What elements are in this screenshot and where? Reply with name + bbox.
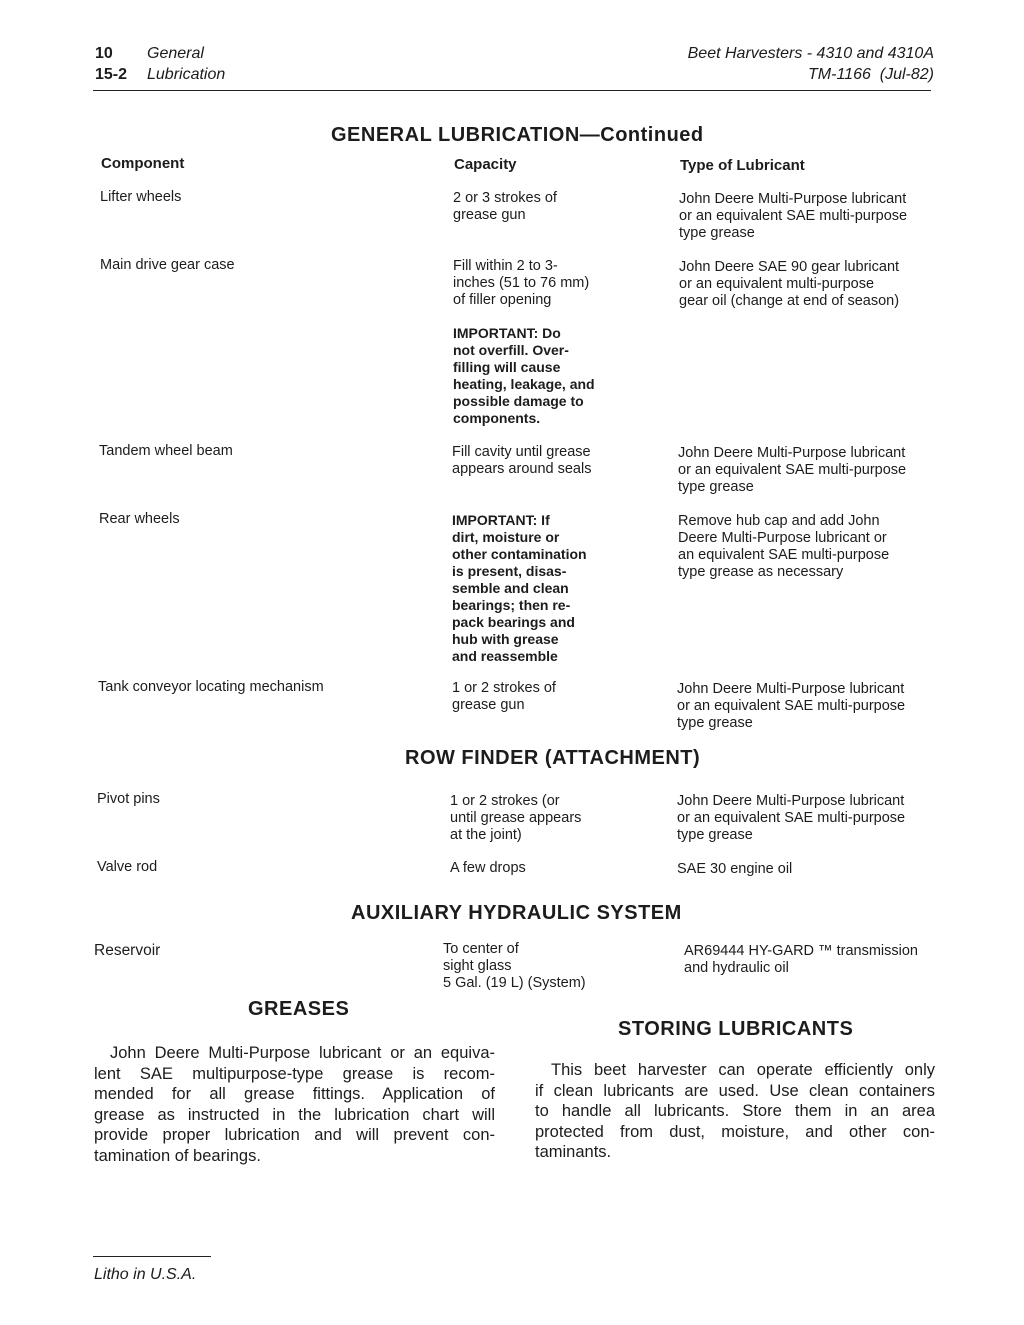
component-lifter-wheels: Lifter wheels <box>100 189 182 205</box>
text-line: taminants. <box>535 1143 612 1161</box>
text-line: Deere Multi-Purpose lubricant or <box>678 530 887 546</box>
text-line: type grease <box>677 715 753 731</box>
general-lubrication-title: GENERAL LUBRICATION—Continued <box>331 124 704 146</box>
text-line: 1 or 2 strokes (or <box>450 793 560 809</box>
section-subtitle: Lubrication <box>147 66 226 83</box>
lubricant-pivot-pins <box>677 793 905 844</box>
text-line: type grease as necessary <box>678 564 844 580</box>
column-header-component: Component <box>101 155 185 172</box>
text-line: pack bearings and <box>452 614 575 630</box>
component-valve-rod: Valve rod <box>97 859 158 875</box>
capacity-tandem-wheel-beam <box>452 444 591 478</box>
lubricant-tandem-wheel-beam <box>678 445 906 496</box>
lubricant-rear-wheels <box>678 513 889 581</box>
manual-title: Beet Harvesters - 4310 and 4310A <box>687 45 934 62</box>
text-line: John Deere Multi-Purpose lubricant or an equiva- <box>110 1044 495 1062</box>
important-note-overfill <box>453 325 595 427</box>
text-line: inches (51 to 76 mm) <box>453 275 590 291</box>
text-line: to handle all lubricants. Store them in an area <box>535 1102 935 1120</box>
component-main-drive-gear-case: Main drive gear case <box>100 257 235 273</box>
text-line: Fill cavity until grease <box>452 444 591 460</box>
row-finder-title: ROW FINDER (ATTACHMENT) <box>405 747 701 769</box>
text-line: sight glass <box>443 958 512 974</box>
text-line: or an equivalent SAE multi-purpose <box>679 208 908 224</box>
storing-paragraph <box>535 1060 935 1163</box>
text-line: grease gun <box>453 207 526 223</box>
page-number: 10 <box>95 45 113 62</box>
greases-paragraph <box>94 1043 495 1166</box>
text-line: and hydraulic oil <box>684 960 789 976</box>
storing-lubricants-title: STORING LUBRICANTS <box>618 1018 854 1040</box>
text-line: 2 or 3 strokes of <box>453 190 557 206</box>
text-line: protected from dust, moisture, and other con- <box>535 1122 935 1141</box>
capacity-main-drive-gear-case <box>453 258 589 309</box>
capacity-pivot-pins <box>450 793 581 844</box>
text-line: grease gun <box>452 697 525 713</box>
component-tank-conveyor: Tank conveyor locating mechanism <box>98 679 324 695</box>
text-line: other contamination <box>452 546 587 562</box>
text-line: an equivalent SAE multi-purpose <box>678 547 890 563</box>
text-line: John Deere Multi-Purpose lubricant <box>677 793 905 809</box>
text-line: John Deere SAE 90 gear lubricant <box>679 259 900 275</box>
component-tandem-wheel-beam: Tandem wheel beam <box>99 443 233 459</box>
text-line: bearings; then re- <box>452 597 571 613</box>
lubricant-reservoir <box>684 943 918 977</box>
lubricant-main-drive-gear-case <box>679 259 899 310</box>
page-header-right <box>688 43 934 85</box>
text-line: possible damage to <box>453 393 584 409</box>
section-title: General <box>147 45 204 62</box>
text-line: This beet harvester can operate efficiently only <box>551 1061 935 1079</box>
text-line: Fill within 2 to 3- <box>453 258 558 274</box>
text-line: is present, disas- <box>452 563 567 579</box>
text-line: until grease appears <box>450 810 582 826</box>
text-line: lent SAE multipurpose-type grease is recom- <box>94 1064 495 1083</box>
text-line: semble and clean <box>452 580 569 596</box>
lubricant-valve-rod: SAE 30 engine oil <box>677 861 793 877</box>
greases-title: GREASES <box>248 998 350 1020</box>
component-pivot-pins: Pivot pins <box>97 791 160 807</box>
text-line: hub with grease <box>452 631 559 647</box>
section-number: 15-2 <box>95 66 128 83</box>
text-line: John Deere Multi-Purpose lubricant <box>677 681 905 697</box>
text-line: John Deere Multi-Purpose lubricant <box>679 191 907 207</box>
component-reservoir: Reservoir <box>94 942 161 959</box>
text-line: 1 or 2 strokes of <box>452 680 556 696</box>
text-line: appears around seals <box>452 461 592 477</box>
text-line: at the joint) <box>450 827 522 843</box>
manual-code: TM-1166 (Jul-82) <box>808 66 934 83</box>
auxiliary-hydraulic-title: AUXILIARY HYDRAULIC SYSTEM <box>351 902 682 924</box>
text-line: or an equivalent SAE multi-purpose <box>678 462 907 478</box>
capacity-lifter-wheels <box>453 190 557 224</box>
text-line: IMPORTANT: Do <box>453 325 561 341</box>
text-line: To center of <box>443 941 519 957</box>
text-line: or an equivalent SAE multi-purpose <box>677 698 906 714</box>
text-line: AR69444 HY-GARD ™ transmission <box>684 943 918 959</box>
text-line: filling will cause <box>453 359 561 375</box>
text-line: or an equivalent SAE multi-purpose <box>677 810 906 826</box>
column-header-capacity: Capacity <box>454 156 517 173</box>
text-line: John Deere Multi-Purpose lubricant <box>678 445 906 461</box>
column-header-lubricant: Type of Lubricant <box>680 157 805 174</box>
footer-rule <box>93 1256 211 1257</box>
lubricant-tank-conveyor <box>677 681 905 732</box>
footer-litho: Litho in U.S.A. <box>94 1266 197 1283</box>
text-line: IMPORTANT: If <box>452 512 550 528</box>
header-rule <box>93 90 931 91</box>
text-line: type grease <box>679 225 755 241</box>
text-line: type grease <box>678 479 754 495</box>
text-line: grease as instructed in the lubrication chart will <box>94 1105 495 1124</box>
text-line: mended for all grease fittings. Application of <box>94 1085 495 1103</box>
text-line: 5 Gal. (19 L) (System) <box>443 975 586 991</box>
text-line: heating, leakage, and <box>453 376 595 392</box>
capacity-reservoir <box>443 941 586 992</box>
text-line: tamination of bearings. <box>94 1146 261 1165</box>
text-line: provide proper lubrication and will prevent con- <box>94 1126 495 1144</box>
text-line: and reassemble <box>452 648 558 664</box>
important-note-contamination <box>452 512 587 665</box>
text-line: components. <box>453 410 541 426</box>
text-line: or an equivalent multi-purpose <box>679 276 875 292</box>
component-rear-wheels: Rear wheels <box>99 511 180 527</box>
page-header-left <box>95 43 225 85</box>
text-line: if clean lubricants are used. Use clean containers <box>535 1081 935 1100</box>
text-line: gear oil (change at end of season) <box>679 293 900 309</box>
capacity-valve-rod: A few drops <box>450 860 526 876</box>
text-line: not overfill. Over- <box>453 342 569 358</box>
text-line: Remove hub cap and add John <box>678 513 880 529</box>
capacity-tank-conveyor <box>452 680 556 714</box>
text-line: dirt, moisture or <box>452 529 560 545</box>
text-line: type grease <box>677 827 753 843</box>
text-line: of filler opening <box>453 292 552 308</box>
lubricant-lifter-wheels <box>679 191 907 242</box>
